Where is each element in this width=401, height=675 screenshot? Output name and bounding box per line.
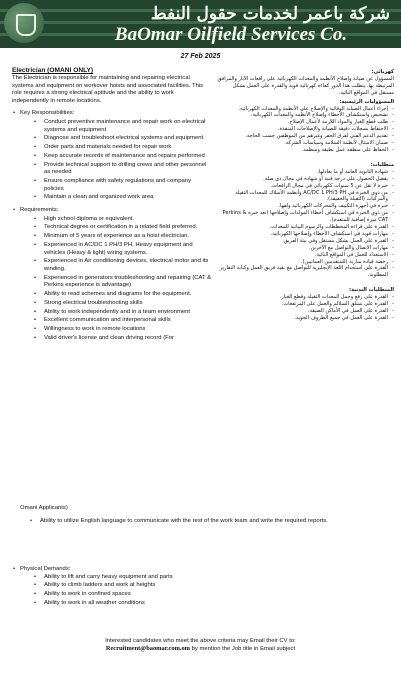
responsibilities-heading: • Key Responsibilities: xyxy=(20,110,212,118)
list-item: • Ability to read schemes and diagrams for the equipment. xyxy=(44,291,212,299)
list-item: • Order parts and materials needed for repair work xyxy=(44,144,212,152)
physical-demands-section xyxy=(12,566,392,609)
list-item: - القدرة على استخدام اللغة الإنجليزية للتواصل مع بقية فريق العمل وكتابة التقارير المطلوبة. xyxy=(216,265,388,279)
list-item: - رخصة قيادة سارية (للمتقدمين العمانيين). xyxy=(216,259,388,266)
responsibilities-list xyxy=(44,119,212,202)
list-item: - الاستعداد للعمل في المواقع النائية. xyxy=(216,252,388,259)
list-item: • Provide technical support to drilling crews and other personnel as needed xyxy=(44,162,212,177)
company-banner xyxy=(0,0,401,48)
recruitment-email-link[interactable]: Recruitment@baomar.com.om xyxy=(105,645,191,652)
list-item: • Conduct preventive maintenance and repair work on electrical systems and equipment xyxy=(44,119,212,134)
arabic-title: كهربائي: xyxy=(371,69,394,75)
application-footer xyxy=(0,637,401,653)
list-item: - من ذوي الخبرة في استكشاف أخطاء المولدات وإصلاحها (تعد خبرة Perkins & CAT ميزة إضافية للمتقدم). xyxy=(216,210,388,224)
list-item: - القدرة على رفع وحمل المعدات الثقيلة وقطع الغيار. xyxy=(216,294,388,301)
list-item: • Strong electrical troubleshooting skills xyxy=(44,300,212,308)
list-item: • Maintain a clean and organized work area xyxy=(44,194,212,202)
company-logo-icon xyxy=(4,3,44,43)
requirements-heading: • Requirements: xyxy=(20,207,212,215)
list-item: - إجراء أعمال الصيانة الوقائية والإصلاح على الأنظمة والمعدات الكهربائية. xyxy=(216,106,388,113)
job-intro: The Electrician is responsible for maintaining and repairing electrical systems and equipment on workover hoists and associated facilities. This role requires a strong electrical aptitude and the ability to work independently in remote locations. xyxy=(12,75,204,104)
physical-demands-list xyxy=(44,574,392,608)
list-item: • Diagnose and troubleshoot electrical systems and equipment xyxy=(44,135,212,143)
list-item: • Excellent communication and interpersonal skills xyxy=(44,317,212,325)
list-item: - القدرة على تسلق السلالم والعمل على المرتفعات. xyxy=(216,301,388,308)
list-item: • Technical degree or certification in a related field preferred. xyxy=(44,224,212,232)
arabic-requirements-heading: متطلبات: xyxy=(370,161,394,168)
arabic-intro: المسؤول عن صيانة وإصلاح الأنظمة والمعدات الكهربائية على رافعات الآبار والمرافق المرتبطة بها. يتطلب هذا الدور كفاءة كهربائية قوية والقدرة على العمل بشكل مستقل في المواقع النائية. xyxy=(217,75,394,96)
list-item: - القدرة على العمل في الأماكن الضيقة. xyxy=(216,308,388,315)
list-item: - القدرة على العمل بشكل مستقل وفي بيئة الفريق. xyxy=(216,238,388,245)
list-item: - طلب قطع الغيار والمواد اللازمة لأعمال الإصلاح. xyxy=(216,119,388,126)
list-item: - تشخيص واستكشاف الأخطاء وإصلاح الأنظمة والمعدات الكهربائية. xyxy=(216,112,388,119)
list-item: • Minimum of 5 years of experience as a hoist electrician. xyxy=(44,233,212,241)
list-item: - الاحتفاظ بسجلات دقيقة للصيانة والإصلاحات المنفذة. xyxy=(216,126,388,133)
list-item: • Ability to lift and carry heavy equipment and parts xyxy=(44,574,392,582)
posting-date: 27 Feb 2025 xyxy=(180,53,221,60)
english-column xyxy=(12,67,212,344)
arabic-physical-heading: المتطلبات البدنية: xyxy=(349,287,394,294)
list-item: • Ensure compliance with safety regulations and company policies xyxy=(44,178,212,193)
list-item: • Experienced in generators troubleshooting and repairing (CAT & Perkins experience is advantage) xyxy=(44,275,212,290)
list-item: - مهارات الاتصال والتواصل مع الآخرين. xyxy=(216,245,388,252)
list-item: • Valid driver's license and clean driving record (For xyxy=(44,335,212,343)
list-item: • Experienced in AC/DC 1 PH/3 PH, Heavy equipment and vehicles (Heavy & light) wiring systems. xyxy=(44,242,212,257)
company-name-arabic: شركة باعمر لخدمات حقول النفط xyxy=(150,4,390,24)
list-item: - يفضل الحصول على درجة فنية أو شهادة في مجال ذي صلة. xyxy=(216,176,388,183)
english-skill-section xyxy=(12,518,392,527)
list-item: • Ability to work in confined spaces xyxy=(44,591,392,599)
list-item: - الحفاظ على منطقة عمل نظيفة ومنظمة. xyxy=(216,147,388,154)
list-item: - ضمان الامتثال لأنظمة السلامة وسياسات الشركة. xyxy=(216,140,388,147)
footer-instruction: Interested candidates who meet the above criteria may Email their CV to: xyxy=(105,638,296,644)
list-item: - من ذوي الخبرة في AC/DC 1 PH/3 PH وأنظمة الأسلاك للمعدات الثقيلة والمركبات (الثقيلة والخفيفة). xyxy=(216,190,388,204)
list-item: • Keep accurate records of maintenance and repairs performed xyxy=(44,153,212,161)
list-item: - تقديم الدعم الفني لفرق الحفر وغيرهم من الموظفين حسب الحاجة. xyxy=(216,133,388,140)
list-item: - خبرة لا تقل عن 5 سنوات ككهربائي في مجال الرافعات. xyxy=(216,183,388,190)
list-item: • Willingness to work in remote locations xyxy=(44,326,212,334)
list-item: • Ability to work in all weather conditions xyxy=(44,600,392,608)
arabic-responsibilities-list xyxy=(216,106,388,154)
physical-demands-heading: • Physical Demands: xyxy=(20,566,392,574)
list-item: - خبرة في أجهزة التكييف والمحركات الكهربائية ولفها. xyxy=(216,203,388,210)
list-item: • High school diploma or equivalent. xyxy=(44,216,212,224)
list-item: • Experienced in Air conditioning devices, electrical motor and its winding. xyxy=(44,258,212,273)
arabic-physical-list xyxy=(216,294,388,322)
list-item: - مهارات قوية في استكشاف الأخطاء وإصلاحها الكهربائية. xyxy=(216,231,388,238)
list-item: - القدرة على قراءة المخططات والرسوم البيانية للمعدات. xyxy=(216,224,388,231)
company-name-english: BaOmar Oilfield Services Co. xyxy=(114,24,348,45)
list-item: - القدرة على العمل في جميع الظروف الجوية. xyxy=(216,315,388,322)
list-item: - شهادة الثانوية العامة أو ما يعادلها. xyxy=(216,169,388,176)
list-item: • Ability to work independently and in a team environment xyxy=(44,309,212,317)
omani-applicants-note: Omani Applicants) xyxy=(20,505,68,511)
arabic-responsibilities-heading: المسؤوليات الرئيسية: xyxy=(339,98,394,105)
arabic-requirements-list xyxy=(216,169,388,280)
arabic-column xyxy=(216,67,394,322)
list-item: • Ability to climb ladders and work at heights xyxy=(44,582,392,590)
footer-subject-note: by mention the Job title in Email subject xyxy=(190,646,296,652)
requirements-list xyxy=(44,216,212,343)
list-item: • Ability to utilize English language to communicate with the rest of the work team and write the required reports. xyxy=(40,518,392,526)
job-title: Electrician (OMANI ONLY) xyxy=(12,67,94,74)
